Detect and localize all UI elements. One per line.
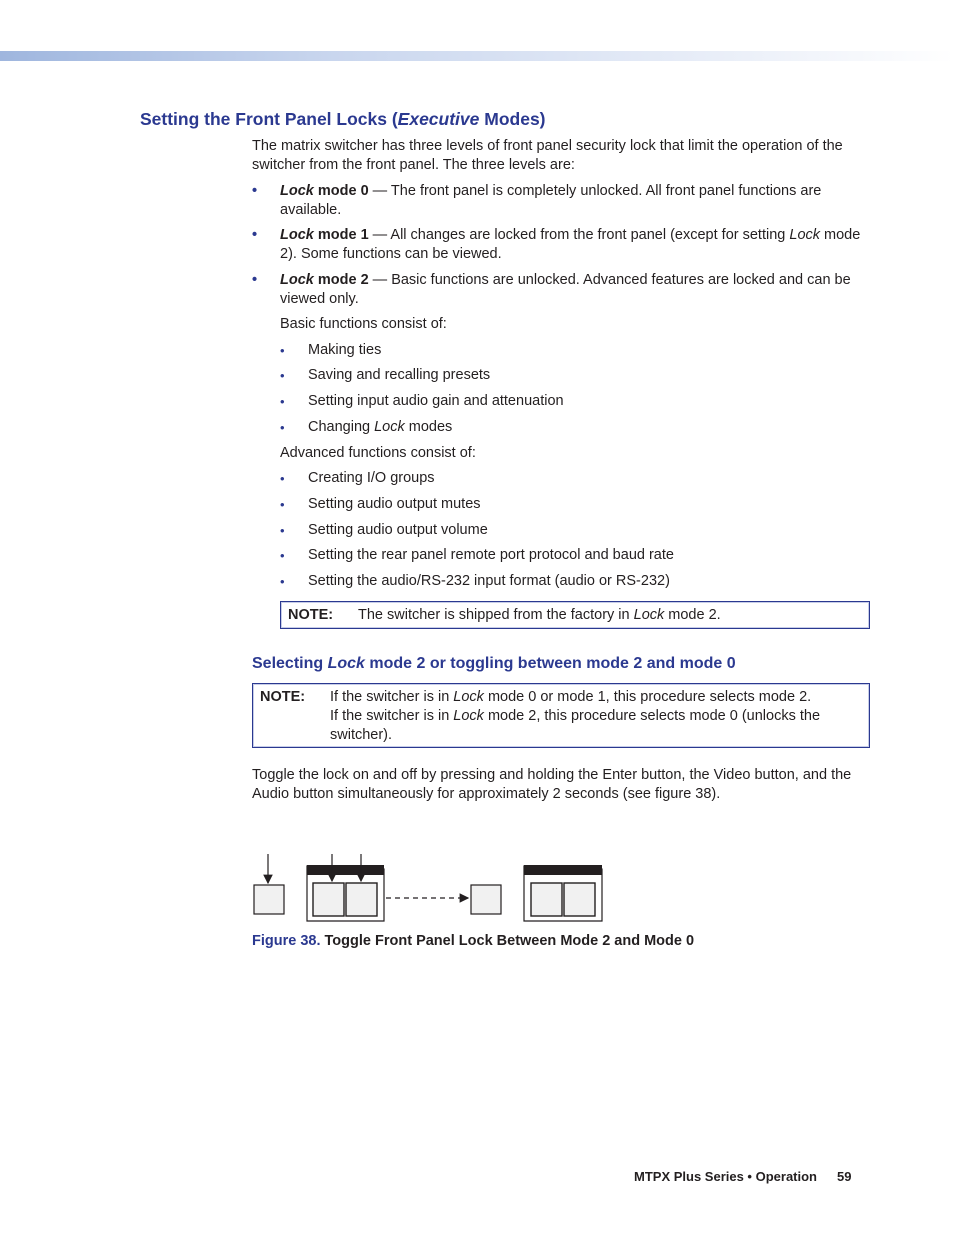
- list-item-emphasis: Lock: [374, 419, 405, 435]
- figure-title: Toggle Front Panel Lock Between Mode 2 and Mode 0: [324, 933, 695, 949]
- list-item-mode-2: [252, 271, 872, 309]
- note-text-end: mode 2, this procedure selects mode 0 (unlocks the: [483, 708, 821, 724]
- list-item-text: Creating I/O groups: [308, 470, 435, 486]
- note-text-end: mode 0 or mode 1, this procedure selects mode 2.: [483, 689, 812, 705]
- mode-name: mode 0: [313, 183, 369, 199]
- mode-name: mode 1: [313, 227, 369, 243]
- note-text-start: The switcher is shipped from the factory in: [358, 607, 634, 623]
- note-text: [358, 606, 721, 625]
- bullet-icon: •: [280, 497, 285, 512]
- advanced-functions-intro: Advanced functions consist of:: [280, 445, 476, 461]
- note-line-3: switcher).: [330, 727, 393, 743]
- bullet-icon: •: [280, 523, 285, 538]
- note-text-end: mode 2.: [664, 607, 721, 623]
- header-gradient-bar: [0, 51, 954, 61]
- note-text-start: If the switcher is in: [330, 708, 454, 724]
- video-audio-button-group-icon: [307, 865, 384, 921]
- intro-paragraph: The matrix switcher has three levels of front panel security lock that limit the operation of the switcher from the front panel. The three levels are:: [252, 138, 843, 173]
- note-box: [280, 601, 870, 629]
- basic-functions-intro: Basic functions consist of:: [280, 316, 447, 332]
- note-emphasis: Lock: [453, 689, 484, 705]
- list-item-text: Making ties: [308, 342, 382, 358]
- list-item-text: Saving and recalling presets: [308, 367, 491, 383]
- list-item-text: [308, 418, 452, 437]
- bullet-icon: •: [280, 420, 285, 435]
- note-box: [252, 683, 870, 748]
- figure-caption: [252, 932, 694, 951]
- note-text: [330, 688, 820, 745]
- mode-description: — All changes are locked from the front panel (except for setting: [368, 227, 790, 243]
- list-item-text-end: modes: [404, 419, 453, 435]
- note-emphasis: Lock: [453, 708, 484, 724]
- toggle-instructions: Toggle the lock on and off by pressing and holding the Enter button, the Video button, and the Audio button simultaneously for approximately 2 seconds (see figure 38).: [252, 767, 852, 802]
- section-heading: [140, 110, 546, 129]
- bullet-icon: •: [280, 548, 285, 563]
- bullet-icon: •: [280, 471, 285, 486]
- note-emphasis: Lock: [633, 607, 665, 623]
- list-item-mode-1: [252, 226, 872, 264]
- note-label: NOTE:: [260, 689, 306, 705]
- mode-lock-word: Lock: [280, 272, 314, 288]
- enter-button-icon: [254, 885, 284, 914]
- bullet-icon: •: [252, 272, 258, 288]
- mode-name: mode 2: [313, 272, 369, 288]
- figure-number: Figure 38.: [252, 933, 321, 949]
- list-item-mode-0: [252, 182, 872, 220]
- mode-description: — Basic functions are unlocked. Advanced features are locked and can be viewed only.: [280, 272, 851, 307]
- subheading-emphasis: Lock: [327, 655, 365, 672]
- mode-lock-word: Lock: [280, 227, 314, 243]
- footer-title: MTPX Plus Series • Operation: [634, 1169, 817, 1184]
- mode-description: — The front panel is completely unlocked. All front panel functions are available.: [280, 183, 822, 218]
- bullet-icon: •: [280, 574, 285, 589]
- mode-lock-word: Lock: [280, 183, 314, 199]
- subheading-text: Selecting: [252, 655, 328, 672]
- mode-description-emphasis: Lock: [789, 227, 821, 243]
- list-item-text: Setting the audio/RS-232 input format (audio or RS-232): [308, 573, 670, 589]
- heading-text-end: Modes): [479, 109, 546, 129]
- video-audio-button-group-icon: [524, 865, 602, 921]
- bullet-icon: •: [252, 183, 258, 199]
- mode-description-end: mode 2). Some functions can be viewed.: [280, 227, 861, 262]
- list-item-text: Setting audio output volume: [308, 522, 488, 538]
- note-line-1: [330, 688, 820, 707]
- subheading-text-end: mode 2 or toggling between mode 2 and mode 0: [364, 655, 736, 672]
- heading-emphasis: Executive: [397, 109, 480, 129]
- front-panel-lock-diagram: [250, 850, 610, 926]
- bullet-icon: •: [280, 368, 285, 383]
- bullet-icon: •: [280, 394, 285, 409]
- note-label: NOTE:: [288, 607, 334, 623]
- list-item-text: Setting input audio gain and attenuation: [308, 393, 564, 409]
- subsection-heading: [252, 654, 736, 673]
- note-line-2: [330, 707, 820, 726]
- bullet-icon: •: [280, 343, 285, 358]
- list-item-text: Setting the rear panel remote port protocol and baud rate: [308, 547, 674, 563]
- list-item-text-start: Changing: [308, 419, 375, 435]
- page-footer: [634, 1167, 851, 1186]
- enter-button-icon: [471, 885, 501, 914]
- page-number: 59: [837, 1169, 852, 1184]
- list-item-text: Setting audio output mutes: [308, 496, 481, 512]
- heading-text: Setting the Front Panel Locks (: [140, 109, 398, 129]
- note-text-start: If the switcher is in: [330, 689, 454, 705]
- bullet-icon: •: [252, 227, 258, 243]
